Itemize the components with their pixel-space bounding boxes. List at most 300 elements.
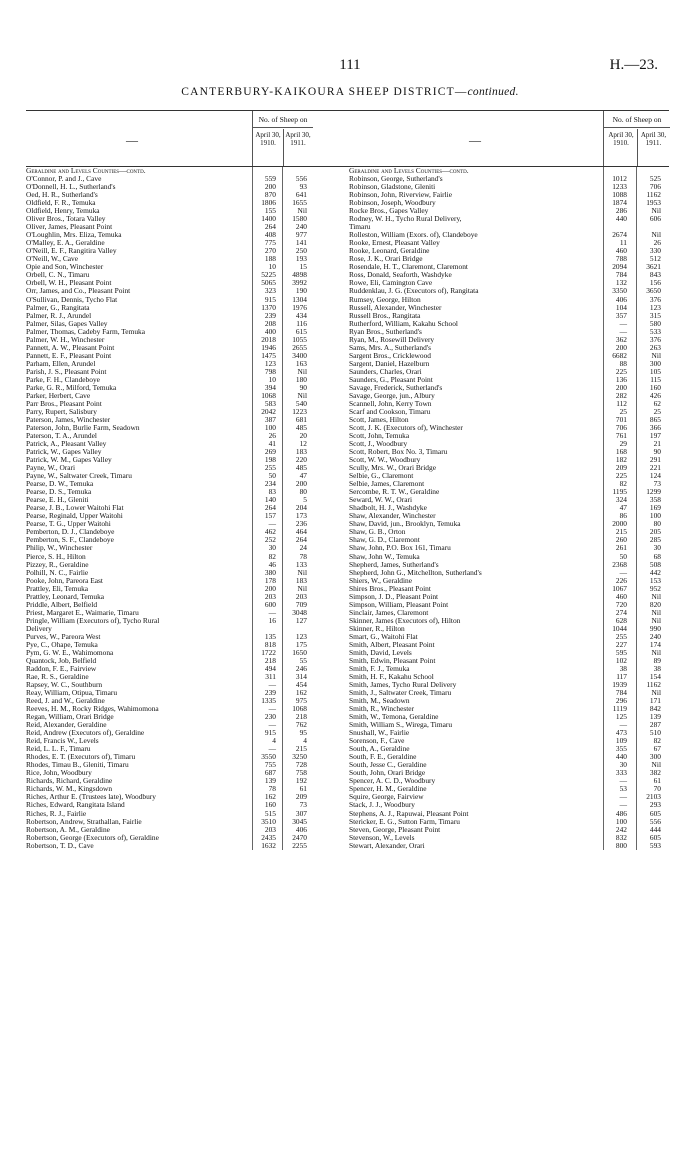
sheep-1911: 218 — [295, 712, 307, 722]
sheep-1911: 300 — [649, 752, 661, 762]
sheep-1911: 82 — [653, 736, 661, 746]
sheep-1910: 775 — [264, 238, 276, 248]
sheep-1911: 406 — [295, 824, 307, 834]
sheep-1910: 1067 — [612, 583, 627, 593]
sheep-1911: 593 — [649, 840, 661, 850]
sheep-1910: 2042 — [261, 406, 276, 416]
sheep-1911: 615 — [295, 326, 307, 336]
sheep-1911: 1953 — [646, 198, 661, 208]
sheep-1911: 376 — [649, 334, 661, 344]
owner-name: Rutherford, William, Kakahu School — [349, 319, 458, 328]
sheep-1911: 1580 — [292, 214, 307, 224]
sheep-1910: 2435 — [261, 832, 276, 842]
owner-name: Stack, J. J., Woodbury — [349, 801, 415, 810]
sheep-1911: 307 — [295, 808, 307, 818]
sheep-1911: Nil — [651, 647, 661, 657]
owner-name: Smith, H. F., Kakahu School — [349, 672, 434, 681]
owner-name: Smith, J., Saltwater Creek, Timaru — [349, 689, 452, 698]
owner-name: Saunders, G., Pleasant Point — [349, 375, 433, 384]
sheep-1911: 1162 — [646, 190, 661, 200]
sheep-1911: 73 — [653, 479, 661, 489]
sheep-1910: 140 — [264, 495, 276, 505]
owner-name: Rhodes, E. T. (Executors of), Timaru — [26, 753, 136, 762]
sheep-1910: 296 — [615, 696, 627, 706]
owner-name: Robinson, Joseph, Woodbury — [349, 199, 436, 208]
sheep-1911: 263 — [649, 342, 661, 352]
sheep-1910: — — [619, 567, 627, 577]
owner-name: Oliver, James, Pleasant Point — [26, 223, 113, 232]
sheep-1911: 533 — [649, 326, 661, 336]
owner-name: Palmer, W. H., Winchester — [26, 335, 105, 344]
sheep-1911: Nil — [651, 206, 661, 216]
sheep-1911: 3045 — [292, 816, 307, 826]
sheep-1911: 4 — [303, 736, 307, 746]
owner-name: Opie and Son, Winchester — [26, 263, 104, 272]
sheep-1910: 486 — [615, 808, 627, 818]
sheep-1910: 117 — [616, 671, 627, 681]
owner-name: Reid, Andrew (Executors of), Geraldine — [26, 729, 145, 738]
sheep-1910: 1475 — [261, 350, 276, 360]
sheep-1910: 1068 — [261, 390, 276, 400]
owner-name: Ruddenklau, J. G. (Executors of), Rangitata — [349, 287, 479, 296]
owner-name: Skinner, R., Hilton — [349, 624, 405, 633]
sheep-1910: 357 — [615, 310, 627, 320]
sheep-1911: 1055 — [292, 334, 307, 344]
sheep-1911: 171 — [649, 696, 661, 706]
sheep-1910: 200 — [264, 583, 276, 593]
owner-name: Palmer, R. J., Arundel — [26, 311, 92, 320]
sheep-1911: 156 — [649, 278, 661, 288]
owner-name: Sargent, Daniel, Hazelburn — [349, 359, 430, 368]
owner-name: Palmer, Silas, Gapes Valley — [26, 319, 108, 328]
owner-name: Squire, George, Fairview — [349, 793, 424, 802]
sheep-1910: 460 — [615, 591, 627, 601]
sheep-1910: 188 — [264, 254, 276, 264]
right-rows — [349, 167, 669, 850]
sheep-1911: 4898 — [292, 270, 307, 280]
sheep-1911: 1162 — [646, 680, 661, 689]
sheep-1911: 3400 — [292, 350, 307, 360]
sheep-1910: 239 — [264, 310, 276, 320]
owner-name: Spencer, A. C. D., Woodbury — [349, 777, 436, 786]
sheep-1911: 20 — [299, 431, 307, 441]
owner-name: Saunders, Charles, Orari — [349, 367, 422, 376]
sheep-1911: 1068 — [292, 704, 307, 714]
sheep-1910: 5065 — [261, 278, 276, 288]
sheep-1911: 26 — [653, 238, 661, 248]
sheep-1911: 55 — [299, 655, 307, 665]
sheep-1911: 115 — [650, 374, 661, 384]
owner-name: Regan, William, Orari Bridge — [26, 713, 114, 722]
owner-name: Riches, R. J., Fairlie — [26, 809, 87, 818]
owner-name: Smith, F. J., Temuka — [349, 664, 410, 673]
sheep-1910: 870 — [264, 190, 276, 200]
sheep-1911: 123 — [295, 631, 307, 641]
left-col-1911: April 30, 1911. — [285, 131, 311, 147]
sheep-1911: 510 — [649, 728, 661, 738]
sheep-1910: 362 — [615, 334, 627, 344]
owner-name: Reeves, H. M., Rocky Ridges, Wahimomona — [26, 705, 159, 714]
sheep-1911: 246 — [295, 663, 307, 673]
owner-name: Oldfield, Henry, Temuka — [26, 207, 100, 216]
sheep-1911: 193 — [295, 254, 307, 264]
owner-name: Rice, John, Woodbury — [26, 769, 92, 778]
sheep-1910: 25 — [619, 406, 627, 416]
sheep-1910: 10 — [268, 262, 276, 272]
owner-name: Scott, Robert, Box No. 3, Timaru — [349, 448, 448, 457]
sheep-1910: 818 — [264, 639, 276, 649]
owner-name: Snushall, W., Fairlie — [349, 729, 410, 738]
sheep-1910: 261 — [615, 543, 627, 553]
sheep-1911: 2655 — [292, 342, 307, 352]
owner-name: Payne, W., Orari — [26, 464, 76, 473]
owner-name: Reay, William, Otipua, Timaru — [26, 689, 118, 698]
owner-name: Stewart, Alexander, Orari — [349, 841, 425, 850]
sheep-1911: 556 — [649, 816, 661, 826]
sheep-1910: 494 — [264, 663, 276, 673]
sheep-1911: 605 — [649, 808, 661, 818]
sheep-1910: 761 — [615, 431, 627, 441]
sheep-1911: 154 — [649, 671, 661, 681]
owner-name: Robertson, George (Executors of), Geraldine — [26, 833, 159, 842]
sheep-1911: 95 — [299, 728, 307, 738]
sheep-1910: 1044 — [612, 623, 627, 633]
owner-name: Rumsey, George, Hilton — [349, 295, 421, 304]
owner-name: South, John, Orari Bridge — [349, 769, 426, 778]
owner-name: Pemberton, D. J., Clandeboye — [26, 528, 115, 537]
sheep-1911: 641 — [295, 190, 307, 200]
sheep-1911: 67 — [653, 744, 661, 754]
sheep-1911: 5 — [303, 495, 307, 505]
sheep-1910: 784 — [615, 270, 627, 280]
sheep-1910: 160 — [264, 800, 276, 810]
owner-name: Pannett, E. F., Pleasant Point — [26, 351, 112, 360]
sheep-1911: 1976 — [292, 302, 307, 312]
owner-name: Parham, Ellen, Arundel — [26, 359, 96, 368]
sheep-1910: 53 — [619, 784, 627, 794]
sheep-1911: 1650 — [292, 647, 307, 657]
owner-name: South, Jesse C., Geraldine — [349, 761, 427, 770]
sheep-1911: 508 — [649, 559, 661, 569]
sheep-1911: 61 — [653, 776, 661, 786]
owner-name: Rocke Bros., Gapes Valley — [349, 207, 429, 216]
sheep-1910: 784 — [615, 688, 627, 698]
right-column — [349, 110, 669, 850]
sheep-1911: 173 — [295, 511, 307, 521]
owner-name: O'Neill, W., Cave — [26, 255, 79, 264]
sheep-1910: 102 — [615, 655, 627, 665]
sheep-1911: Nil — [651, 230, 661, 240]
sheep-1910: 29 — [619, 439, 627, 449]
sheep-1910: 1335 — [261, 696, 276, 706]
sheep-1910: 706 — [615, 423, 627, 432]
owner-name: Reid, Alexander, Geraldine — [26, 721, 107, 730]
sheep-1911: 525 — [649, 174, 661, 184]
sheep-1911: Nil — [651, 607, 661, 617]
owner-name: Scannell, John, Kerry Town — [349, 399, 432, 408]
sheep-1910: 225 — [615, 366, 627, 376]
owner-name: Pierce, S. H., Hilton — [26, 552, 86, 561]
sheep-1911: 3992 — [292, 278, 307, 288]
sheep-1911: 180 — [295, 374, 307, 384]
owner-name: Parish, J. S., Pleasant Point — [26, 367, 107, 376]
owner-name: Steven, George, Pleasant Point — [349, 825, 441, 834]
sheep-1910: 10 — [268, 374, 276, 384]
sheep-1910: 311 — [265, 671, 276, 681]
sheep-1911: Nil — [297, 366, 307, 376]
sheep-1911: 426 — [649, 390, 661, 400]
sheep-1910: 226 — [615, 575, 627, 585]
owner-name: O'Loughlin, Mrs. Eliza, Temuka — [26, 231, 122, 240]
owner-name: Richards, W. M., Kingsdown — [26, 785, 113, 794]
sheep-1911: 162 — [295, 688, 307, 698]
sheep-1911: 197 — [649, 431, 661, 441]
sheep-1911: 300 — [649, 358, 661, 368]
owner-name: Scott, J. K. (Executors of), Winchester — [349, 424, 463, 432]
owner-name: Rosendale, H. T., Claremont, Claremont — [349, 263, 468, 272]
sheep-1910: 255 — [615, 631, 627, 641]
sheep-1911: Nil — [651, 760, 661, 770]
sheep-1911: 240 — [295, 222, 307, 232]
sheep-1910: — — [268, 744, 276, 754]
sheep-1910: 3550 — [261, 752, 276, 762]
owner-name: Smith, W., Temona, Geraldine — [349, 713, 439, 722]
sheep-1910: 380 — [264, 567, 276, 577]
sheep-1911: 192 — [295, 776, 307, 786]
owner-name: Orbell, W. H., Pleasant Point — [26, 279, 112, 288]
sheep-1910: 400 — [264, 326, 276, 336]
owner-name: Smith, Edwin, Pleasant Point — [349, 656, 436, 665]
sheep-1910: 227 — [615, 639, 627, 649]
owner-name: Scully, Mrs. W., Orari Bridge — [349, 464, 436, 473]
right-col-1910: April 30, 1910. — [608, 131, 634, 147]
sheep-1910: 225 — [615, 471, 627, 481]
owner-name: Rapsey, W. C., Southburn — [26, 681, 103, 689]
left-rows — [26, 167, 350, 850]
owner-name: Russell Bros., Rangitata — [349, 311, 421, 320]
owner-name: Rooke, Leonard, Geraldine — [349, 247, 430, 256]
owner-name: Reed, J. and W., Geraldine — [26, 697, 105, 706]
sheep-1911: 330 — [649, 246, 661, 256]
owner-name: South, F. E., Geraldine — [349, 753, 417, 762]
sheep-1911: 1304 — [292, 294, 307, 304]
sheep-1911: 382 — [649, 768, 661, 778]
title-continued: continued. — [467, 86, 519, 98]
owner-name: Pearse, E. H., Gleniti — [26, 496, 89, 505]
sheep-1911: 163 — [295, 358, 307, 368]
sheep-1910: 800 — [615, 840, 627, 850]
sheep-1911: 80 — [653, 519, 661, 529]
sheep-1911: 975 — [295, 696, 307, 706]
right-table-header — [349, 110, 669, 167]
sheep-1910: 915 — [264, 728, 276, 738]
sheep-1911: 70 — [653, 784, 661, 794]
owner-name: Shires Bros., Pleasant Point — [349, 584, 431, 593]
sheep-1911: 977 — [295, 230, 307, 240]
right-sheep-group — [603, 111, 670, 166]
sheep-1911: 315 — [649, 310, 661, 320]
sheep-1910: 125 — [615, 712, 627, 722]
sheep-1910: 2000 — [612, 519, 627, 529]
sheep-1910: 203 — [264, 824, 276, 834]
sheep-1911: 93 — [299, 182, 307, 192]
sheep-1910: 1119 — [612, 704, 627, 714]
owner-name: Parr Bros., Pleasant Point — [26, 399, 102, 408]
sheep-1910: 26 — [268, 431, 276, 441]
sheep-1911: Nil — [651, 591, 661, 601]
owner-name: Reid, Francis W., Levels — [26, 737, 99, 746]
sheep-1911: 30 — [653, 543, 661, 553]
table-row — [26, 842, 350, 850]
sheep-1911: 820 — [649, 599, 661, 609]
sheep-1910: 200 — [615, 382, 627, 392]
sheep-1910: 88 — [619, 358, 627, 368]
sheep-1911: 61 — [299, 784, 307, 794]
owner-name: Pearse, D. S., Temuka — [26, 488, 92, 497]
table-row — [349, 215, 669, 223]
sheep-1910: 1088 — [612, 190, 627, 200]
owner-name: Parke, G. R., Milford, Temuka — [26, 383, 117, 392]
sheep-1911: 139 — [649, 712, 661, 722]
owner-name: Pym, G. W. E., Wahimomona — [26, 648, 114, 657]
sheep-1910: 41 — [268, 439, 276, 449]
owner-name: Pringle, William (Executors of), Tycho Rural — [26, 616, 160, 625]
sheep-1910: 264 — [264, 503, 276, 513]
sheep-1910: — — [619, 800, 627, 810]
owner-name: Parker, Herbert, Cave — [26, 391, 91, 400]
owner-name: Shadbolt, H. J., Washdyke — [349, 504, 427, 513]
owner-name: Shaw, John, P.O. Box 161, Timaru — [349, 544, 451, 553]
sheep-1910: 218 — [264, 655, 276, 665]
sheep-1911: 3650 — [646, 286, 661, 296]
sheep-1910: 30 — [268, 543, 276, 553]
owner-name: Ross, Donald, Seaforth, Washdyke — [349, 271, 452, 280]
owner-name: Pizzey, R., Geraldine — [26, 560, 89, 569]
sheep-1910: 755 — [264, 760, 276, 770]
owner-name: O'Connor, P. and J., Cave — [26, 175, 102, 184]
sheep-1910: 408 — [264, 230, 276, 240]
sheep-1910: 46 — [268, 559, 276, 569]
sheep-1910: 788 — [615, 254, 627, 264]
owner-name: Richards, Richard, Geraldine — [26, 777, 113, 786]
sheep-1910: 112 — [616, 398, 627, 408]
sheep-1910: 203 — [264, 591, 276, 601]
sheep-1911: 291 — [649, 455, 661, 465]
sheep-1911: 606 — [649, 214, 661, 224]
sheep-1911: 21 — [653, 439, 661, 449]
owner-name: Oliver Bros., Totara Valley — [26, 215, 106, 224]
owner-name: Robertson, A. M., Geraldine — [26, 825, 110, 834]
sheep-1911: 124 — [649, 471, 661, 481]
sheep-1911: 133 — [295, 559, 307, 569]
owner-name: Pearse, T. G., Upper Waitohi — [26, 520, 111, 529]
owner-name: Oed, H. R., Sutherland's — [26, 191, 98, 200]
sheep-1910: 269 — [264, 447, 276, 457]
sheep-1911: 843 — [649, 270, 661, 280]
sheep-1910: 50 — [268, 471, 276, 481]
sheep-1910: 78 — [268, 784, 276, 794]
sheep-1910: 83 — [268, 487, 276, 497]
sheep-1911: 485 — [295, 463, 307, 473]
right-group-label: No. of Sheep on — [604, 115, 670, 128]
sheep-1911: 236 — [295, 519, 307, 529]
owner-name: Priest, Margaret E., Waimarie, Timaru — [26, 608, 139, 617]
sheep-1911: 250 — [295, 246, 307, 256]
sheep-1911: 454 — [295, 680, 307, 689]
sheep-1911: 512 — [649, 254, 661, 264]
owner-name: Parry, Rupert, Salisbury — [26, 407, 97, 416]
sheep-1910: 832 — [615, 832, 627, 842]
sheep-1911: 434 — [295, 310, 307, 320]
right-header-dash: — — [469, 133, 481, 147]
owner-name: Robertson, Andrew, Strathallan, Fairlie — [26, 817, 142, 826]
sheep-1911: 183 — [295, 575, 307, 585]
sheep-1911: 240 — [649, 631, 661, 641]
owner-name: Payne, W., Saltwater Creek, Timaru — [26, 472, 132, 481]
owner-name: Rooke, Ernest, Pleasant Valley — [349, 239, 440, 248]
sheep-1910: 1806 — [261, 198, 276, 208]
sheep-1910: — — [619, 720, 627, 730]
sheep-1910: 86 — [619, 511, 627, 521]
owner-name: Sargent Bros., Cricklewood — [349, 351, 431, 360]
sheep-1910: 583 — [264, 398, 276, 408]
owner-name: O'Neill, E. F., Rangitira Valley — [26, 247, 117, 256]
sheep-1911: 580 — [649, 318, 661, 328]
sheep-1911: 15 — [299, 262, 307, 272]
sheep-1910: 47 — [619, 503, 627, 513]
owner-name: Orbell, C. N., Timaru — [26, 271, 90, 280]
sheep-1911: 90 — [299, 382, 307, 392]
sheep-1911: 175 — [295, 639, 307, 649]
owner-name: Pearse, Reginald, Upper Waitohi — [26, 512, 123, 521]
table-row — [26, 729, 350, 737]
owner-name: Geraldine and Levels Counties—contd. — [26, 167, 146, 175]
sheep-1910: 104 — [615, 302, 627, 312]
sheep-1910: 915 — [264, 294, 276, 304]
sheep-1910: 270 — [264, 246, 276, 256]
sheep-1911: 68 — [653, 551, 661, 561]
sheep-1910: 100 — [615, 816, 627, 826]
owner-name: Philip, W., Winchester — [26, 544, 93, 553]
sheep-1911: 100 — [649, 511, 661, 521]
sheep-1910: 1195 — [612, 487, 627, 497]
sheep-1911: 209 — [295, 792, 307, 802]
sheep-1910: 252 — [264, 535, 276, 545]
sheep-1911: 203 — [295, 591, 307, 601]
sheep-1911: Nil — [651, 688, 661, 698]
owner-name: Shaw, G. B., Orton — [349, 528, 406, 537]
owner-name: Savage, George, jun., Albury — [349, 391, 435, 400]
owner-name: Selbie, G., Claremont — [349, 472, 414, 481]
sheep-1911: 174 — [649, 639, 661, 649]
sheep-1910: 182 — [615, 455, 627, 465]
owner-name: Smith, R., Winchester — [349, 705, 415, 714]
sheep-1911: 205 — [649, 527, 661, 537]
sheep-1911: 758 — [295, 768, 307, 778]
owner-name: Stevenson, W., Levels — [349, 833, 415, 842]
sheep-1911: 116 — [296, 318, 307, 328]
sheep-1911: 285 — [649, 535, 661, 545]
sheep-1910: 168 — [615, 447, 627, 457]
owner-name: Stericker, E. G., Sutton Farm, Timaru — [349, 817, 460, 826]
sheep-1910: 282 — [615, 390, 627, 400]
sheep-1911: 141 — [295, 238, 307, 248]
sheep-1911: 842 — [649, 704, 661, 714]
sheep-1911: 105 — [649, 366, 661, 376]
sheep-1911: 80 — [299, 487, 307, 497]
owner-name: Robinson, Gladstone, Gleniti — [349, 183, 436, 192]
owner-name: Pannett, A. W., Pleasant Point — [26, 343, 115, 352]
